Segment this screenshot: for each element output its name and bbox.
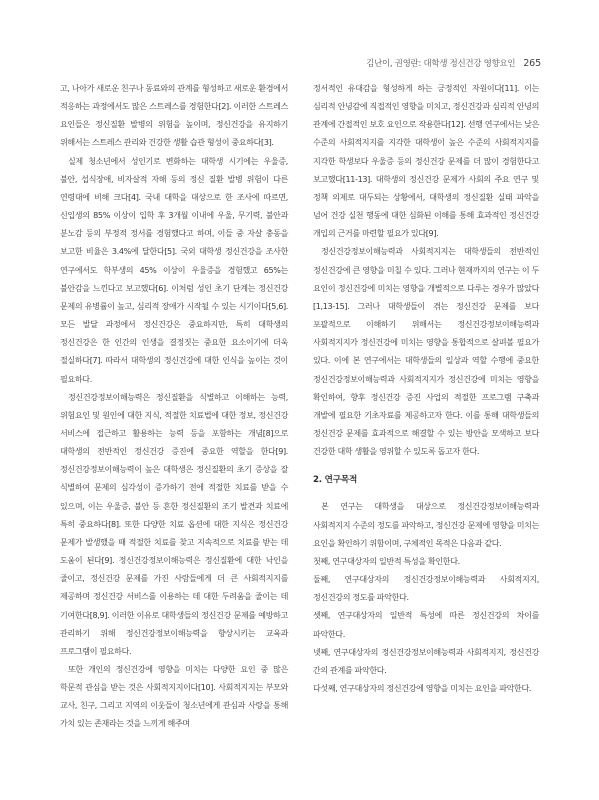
- objective-item: 넷째, 연구대상자의 정신건강정보이해능력과 사회적지지, 정신건강 간의 관계를 파악한다.: [313, 647, 539, 675]
- paragraph: 또한 개인의 정신건강에 영향을 미치는 다양한 요인 중 많은 학문적 관심을 받는 것은 사회적지지이다[10]. 사회적지지는 부모와 교사, 친구, 그리고 지역의 이웃들이 청소년에게 관심과 사랑을 통해 가치 있는 존재라는 것을 느끼게 해주며: [60, 665, 288, 729]
- paragraph: 실제 청소년에서 성인기로 변화하는 대학생 시기에는 우울증, 불안, 섭식장애, 비자살적 자해 등의 정신 질환 발병 위험이 다른 연령대에 비해 크다[4]. 국내 대학을 대상으로 한 조사에 따르면, 신입생의 85% 이상이 입학 후 3개월 이내에 우울, 무기력, 불안과 분노감 등의 부정적 정서를 경험했다고 하며, 이들 중 자살 충동을 보고한 비율은 3.4%에 달한다[5]. 국외 대학생 정신건강을 조사한 연구에서도 학부생의 45% 이상이 우울증을 경험했고 65%는 불안감을 느낀다고 보고했다[6]. 이처럼 성인 초기 단계는 정신건강 문제의 유병률이 높고, 심리적 장애가 시작될 수 있는 시기이다[5,6]. 모든 발달 과정에서 정신건강은 중요하지만, 특히 대학생의 정신건강은 한 인간의 인생을 결정짓는 중요한 요소이기에 더욱 절실하다[7]. 따라서 대학생의 정신건강에 대한 인식을 높이는 것이 필요하다.: [60, 156, 288, 384]
- purpose-intro: 본 연구는 대학생을 대상으로 정신건강정보이해능력과 사회적지지 수준의 정도를 파악하고, 정신건강 문제에 영향을 미치는 요인을 확인하기 위함이며, 구체적인 목적은 다음과 같다.: [313, 502, 539, 548]
- paragraph: 정신건강정보이해능력은 정신질환을 식별하고 이해하는 능력, 위험요인 및 원인에 대한 지식, 적절한 치료법에 대한 정보, 정신건강 서비스에 접근하고 활용하는 능력 등을 포함하는 개념[8]으로 대학생의 전반적인 정신건강 증진에 중요한 역할을 한다[9]. 정신건강정보이해능력이 높은 대학생은 정신질환의 초기 증상을 잘 식별하여 문제의 심각성이 증가하기 전에 적절한 치료를 받을 수 있으며, 이는 우울증, 불안 등 흔한 정신질환의 조기 발견과 치료에 특히 중요하다[8]. 또한 다양한 치료 옵션에 대한 지식은 정신건강 문제가 발생했을 때 적절한 치료를 찾고 지속적으로 치료를 받는 데 도움이 된다[9]. 정신건강정보이해능력은 정신질환에 대한 낙인을 줄이고, 정신건강 문제를 가진 사람들에게 더 큰 사회적지지를 제공하며 정신건강 서비스를 이용하는 데 대한 두려움을 줄이는 데 기여한다[8,9]. 이러한 이유로 대학생들의 정신건강 문제를 예방하고 관리하기 위해 정신건강정보이해능력을 향상시키는 교육과 프로그램이 필요하다.: [60, 392, 288, 656]
- objective-item: 둘째, 연구대상자의 정신건강정보이해능력과 사회적지지, 정신건강의 정도를 파악한다.: [313, 575, 539, 603]
- right-column: [313, 80, 539, 698]
- objective-item: 다섯째, 연구대상자의 정신건강에 영향을 미치는 요인을 파악한다.: [313, 684, 532, 693]
- page-number: 265: [523, 58, 541, 69]
- left-column: [60, 80, 288, 734]
- paragraph: 정서적인 유대감을 형성하게 하는 긍정적인 자원이다[11]. 이는 심리적 안녕감에 직접적인 영향을 미치고, 정신건강과 심리적 안녕의 관계에 간접적인 보호 요인으로 작용한다[12]. 선행 연구에서는 낮은 수준의 사회적지지를 지각한 대학생이 높은 수준의 사회적지지를 지각한 학생보다 우울증 등의 정신건강 문제를 더 많이 경험한다고 보고했다[11-13]. 대학생의 정신건강 문제가 사회의 주요 연구 및 정책 의제로 대두되는 상황에서, 대학생의 정신질환 실태 파악을 넘어 건강 실천 행동에 대한 심화된 이해를 통해 효과적인 정신건강 개입의 근거를 마련할 필요가 있다[9].: [313, 84, 539, 239]
- section-heading: 2. 연구목적: [313, 475, 358, 486]
- running-header-title: 김난이, 권영란: 대학생 정신건강 영향요인: [366, 58, 516, 68]
- paragraph: 정신건강정보이해능력과 사회적지지는 대학생들의 전반적인 정신건강에 큰 영향을 미칠 수 있다. 그러나 현재까지의 연구는 이 두 요인이 정신건강에 미치는 영향을 개별적으로 다루는 경우가 많았다[1,13-15]. 그러나 대학생들이 겪는 정신건강 문제를 보다 포괄적으로 이해하기 위해서는 정신건강정보이해능력과 사회적지지가 정신건강에 미치는 영향을 통합적으로 살펴볼 필요가 있다. 이에 본 연구에서는 대학생들의 일상과 역할 수행에 중요한 정신건강정보이해능력과 사회적지지가 정신건강에 미치는 영향을 확인하여, 향후 정신건강 증진 사업의 적절한 프로그램 구축과 개발에 필요한 기초자료를 제공하고자 한다. 이를 통해 대학생들의 정신건강 문제를 효과적으로 해결할 수 있는 방안을 모색하고 보다 건강한 대학 생활을 영위할 수 있도록 돕고자 한다.: [313, 247, 539, 457]
- paragraph: 고, 나아가 새로운 친구나 동료와의 관계를 형성하고 새로운 환경에서 적응하는 과정에서도 많은 스트레스를 경험한다[2]. 이러한 스트레스 요인들은 정신질환 발병의 위험을 높이며, 정신건강을 유지하기 위해서는 스트레스 관리와 건강한 생활 습관 형성이 중요하다[3].: [60, 84, 288, 148]
- objective-item: 첫째, 연구대상자의 일반적 특성을 확인한다.: [313, 556, 460, 566]
- running-header: [366, 57, 541, 69]
- objective-item: 셋째, 연구대상자의 일반적 특성에 따른 정신건강의 차이를 파악한다.: [313, 611, 539, 639]
